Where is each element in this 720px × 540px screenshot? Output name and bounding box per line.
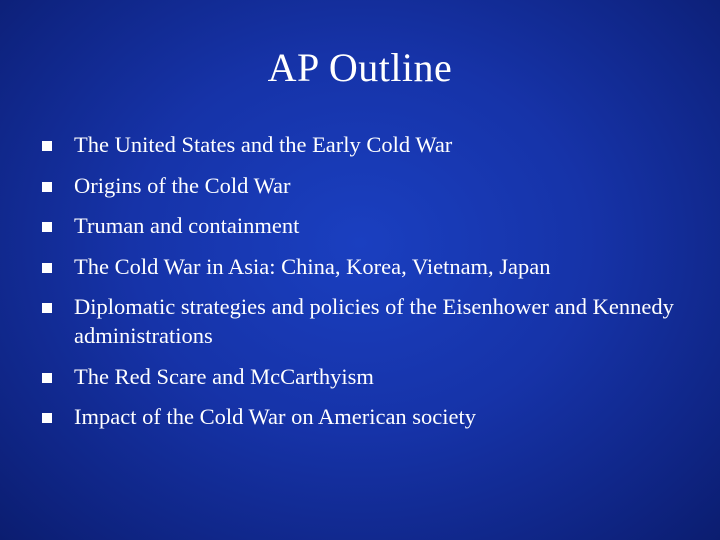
bullet-item (42, 362, 682, 391)
slide-title: AP Outline (267, 45, 453, 90)
bullet-item (42, 252, 682, 281)
square-bullet-icon (42, 413, 52, 423)
bullet-item (42, 130, 682, 159)
bullet-text: Impact of the Cold War on American society (74, 404, 477, 429)
square-bullet-icon (42, 182, 52, 192)
bullet-item (42, 292, 682, 350)
bullet-item (42, 402, 682, 431)
square-bullet-icon (42, 263, 52, 273)
bullet-list (42, 130, 682, 443)
square-bullet-icon (42, 141, 52, 151)
bullet-text: The United States and the Early Cold War (74, 132, 453, 157)
bullet-text: Diplomatic strategies and policies of the Eisenhower and Kennedy administrations (74, 294, 674, 348)
bullet-text: The Red Scare and McCarthyism (74, 363, 374, 389)
square-bullet-icon (42, 303, 52, 313)
bullet-item (42, 171, 682, 200)
bullet-text: The Cold War in Asia: China, Korea, Vietnam, Japan (74, 253, 551, 279)
bullet-text: Truman and containment (74, 213, 300, 238)
square-bullet-icon (42, 222, 52, 232)
bullet-item (42, 211, 682, 240)
bullet-text: Origins of the Cold War (74, 172, 291, 198)
square-bullet-icon (42, 373, 52, 383)
